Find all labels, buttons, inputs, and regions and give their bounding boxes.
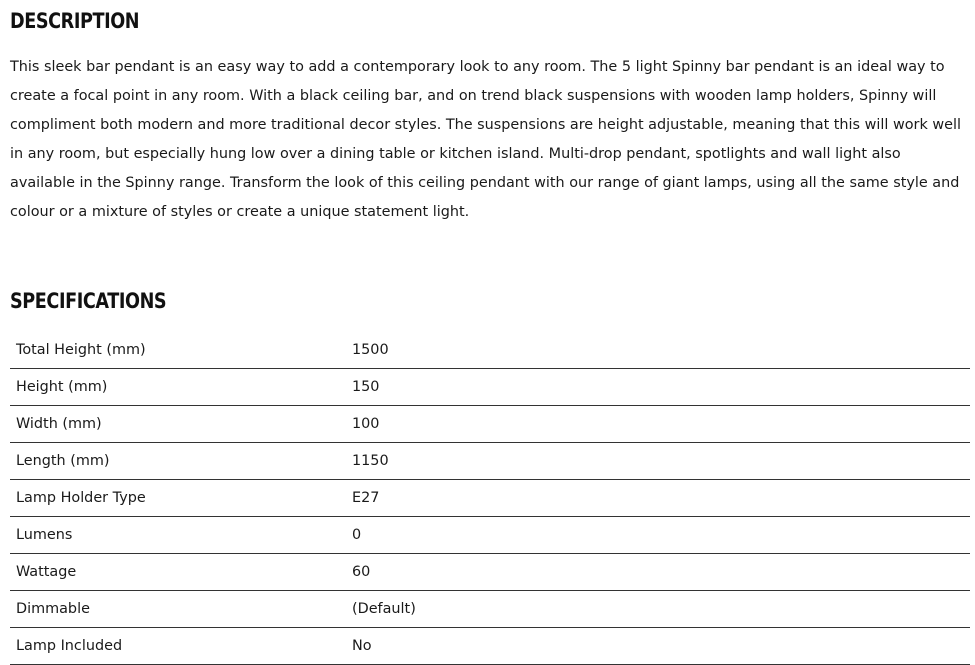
- spec-row-total-height: [10, 332, 970, 369]
- spec-value: E27: [352, 490, 380, 506]
- spec-label: Width (mm): [16, 416, 102, 432]
- spec-value: 0: [352, 527, 362, 543]
- specifications-table: [10, 332, 970, 665]
- spec-label: Total Height (mm): [16, 342, 146, 358]
- spec-row-wattage: [10, 554, 970, 591]
- spec-label: Lamp Holder Type: [16, 490, 146, 506]
- description-text: This sleek bar pendant is an easy way to add a contemporary look to any room. The 5 light Spinny bar pendant is an ideal way to create a focal point in any room. With a black ceiling bar, and on trend black suspensions with wooden lamp holders, Spinny will compliment both modern and more traditional decor styles. The suspensions are height adjustable, meaning that this will work well in any room, but especially hung low over a dining table or kitchen island. Multi-drop pendant, spotlights and wall light also available in the Spinny range. Transform the look of this ceiling pendant with our range of giant lamps, using all the same style and colour or a mixture of styles or create a unique statement light.: [10, 59, 961, 220]
- description-heading: DESCRIPTION: [10, 9, 140, 33]
- spec-value: 150: [352, 379, 380, 395]
- spec-label: Wattage: [16, 564, 77, 580]
- spec-row-length: [10, 443, 970, 480]
- spec-label: Height (mm): [16, 379, 108, 395]
- spec-row-lamp-holder-type: [10, 480, 970, 517]
- spec-label: Lamp Included: [16, 638, 123, 654]
- spec-label: Length (mm): [16, 453, 110, 469]
- spec-value: 100: [352, 416, 380, 432]
- spec-value: (Default): [352, 601, 416, 617]
- spec-value: 1150: [352, 453, 389, 469]
- spec-label: Dimmable: [16, 601, 90, 617]
- spec-value: 1500: [352, 342, 389, 358]
- spec-value: No: [352, 638, 372, 654]
- spec-row-dimmable: [10, 591, 970, 628]
- specifications-heading: SPECIFICATIONS: [10, 289, 167, 313]
- spec-row-lumens: [10, 517, 970, 554]
- spec-row-height: [10, 369, 970, 406]
- spec-value: 60: [352, 564, 371, 580]
- spec-label: Lumens: [16, 527, 73, 543]
- spec-row-lamp-included: [10, 628, 970, 665]
- spec-row-width: [10, 406, 970, 443]
